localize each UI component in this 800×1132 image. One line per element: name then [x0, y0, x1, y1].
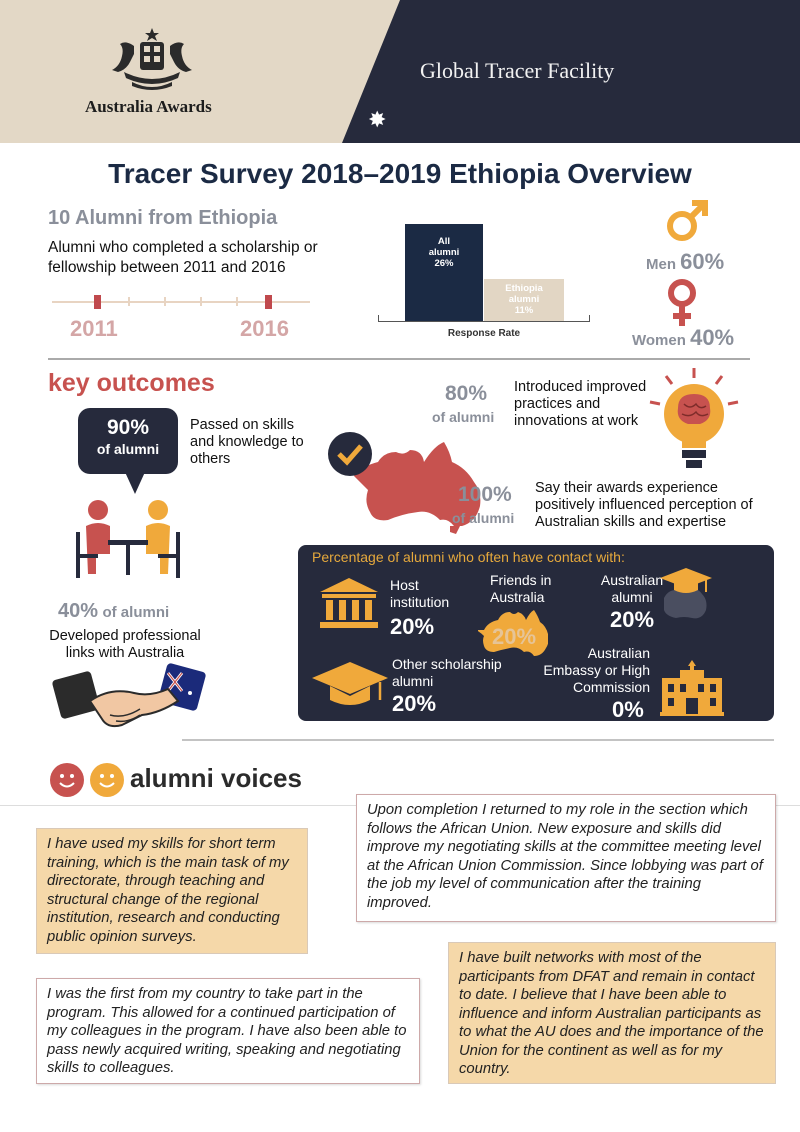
perception-text: Say their awards experience positively influenced perception of Australian skills and expertise [535, 480, 753, 530]
contact-percent-other-alumni: 20% [392, 691, 437, 716]
speech-bubble-tail [125, 472, 145, 494]
bar-label: alumni [428, 247, 460, 258]
bar-ethiopia-alumni [484, 279, 564, 322]
contact-label-friends: Friends in Australia [490, 572, 552, 605]
perception-of-alumni: of alumni [452, 510, 515, 526]
links-percent: 40% [58, 600, 99, 622]
women-stat [632, 325, 734, 351]
quote-box: Upon completion I returned to my role in the section which follows the African Union. New exposure and skills did improve my negotiating skills at the committee meeting level at the African Union Commission. Since lobbying was part of the job my level of communication after the training improved. [356, 794, 776, 922]
bar-value: 26% [434, 258, 454, 269]
alumni-count: 10 Alumni from Ethiopia [48, 207, 278, 229]
contact-percent-australian-alumni: 20% [610, 607, 655, 632]
quote-box: I have used my skills for short term training, which is the main task of my directorate, through teaching and structural change of the regional institution, research and conducting public opinion surveys. [36, 828, 308, 954]
men-percent: 60% [680, 249, 725, 274]
contact-label-embassy: Australian Embassy or High Commission [543, 645, 650, 695]
links-text: Developed professional links with Australia [49, 628, 201, 661]
passed-percent: 90% [106, 416, 150, 439]
lightbulb-brain-icon [648, 368, 740, 474]
passed-text: Passed on skills and knowledge to others [190, 417, 304, 467]
chart-axis-tick [589, 315, 590, 322]
women-label: Women [632, 332, 686, 349]
smiley-icon [90, 763, 124, 797]
chart-axis [378, 321, 590, 322]
institution-icon [320, 578, 378, 628]
improved-text: Introduced improved practices and innovations at work [514, 379, 647, 429]
contact-label-australian-alumni: Australian alumni [600, 572, 664, 605]
handshake-icon [50, 663, 206, 737]
alumni-description: Alumni who completed a scholarship or fellowship between 2011 and 2016 [48, 239, 318, 276]
speech-bubble [78, 408, 178, 474]
bar-label: alumni [508, 294, 540, 305]
female-symbol-icon [664, 278, 700, 328]
contact-percent-embassy: 0% [612, 697, 644, 722]
links-stat [58, 600, 169, 623]
bar-label: All [437, 236, 451, 247]
coat-of-arms-logo [104, 26, 200, 94]
contact-percent-friends: 20% [492, 624, 537, 649]
passed-of-alumni: of alumni [96, 441, 160, 457]
chart-axis-tick [378, 315, 379, 322]
people-meeting-icon [72, 496, 184, 582]
key-outcomes-heading: key outcomes [48, 369, 215, 397]
timeline-tick [128, 297, 130, 306]
brand-name: Australia Awards [85, 97, 212, 116]
improved-percent: 80% [445, 382, 488, 405]
graduation-cap-icon [312, 662, 388, 712]
alumni-voices-heading: alumni voices [130, 763, 302, 793]
star-icon: ✸ [368, 107, 387, 132]
women-percent: 40% [690, 325, 735, 350]
contact-title: Percentage of alumni who often have contact with: [312, 549, 625, 565]
male-symbol-icon [664, 198, 710, 244]
improved-of-alumni: of alumni [432, 409, 495, 425]
response-rate-label: Response Rate [447, 328, 521, 339]
timeline-start-year: 2011 [70, 316, 118, 341]
bar-value: 11% [514, 305, 534, 316]
quote-box: I have built networks with most of the participants from DFAT and remain in contact to date. I believe that I have been able to influence and inform Australian participants as to what the AU does and the importance of the Union for the continent as well as for my country. [448, 942, 776, 1084]
timeline-tick [164, 297, 166, 306]
contact-label-host: Host institution [390, 577, 450, 610]
quote-box: I was the first from my country to take part in the program. This allowed for a continued participation of my colleagues in the program. I have also been able to pass newly acquired writing, speaking and negotiating skills to colleagues. [36, 978, 420, 1084]
links-of-alumni: of alumni [102, 604, 170, 621]
page-title: Tracer Survey 2018–2019 Ethiopia Overview [108, 158, 692, 189]
perception-percent: 100% [458, 483, 512, 506]
bar-label: Ethiopia [505, 283, 543, 294]
embassy-icon [660, 660, 724, 716]
timeline-end-year: 2016 [240, 316, 289, 341]
timeline-end-marker [265, 295, 272, 309]
smiley-icon [50, 763, 84, 797]
timeline-tick [200, 297, 202, 306]
section-divider [182, 739, 774, 741]
men-stat [646, 249, 724, 275]
graduation-cap-icon [660, 568, 712, 624]
timeline-start-marker [94, 295, 101, 309]
facility-title: Global Tracer Facility [420, 58, 615, 83]
timeline-tick [236, 297, 238, 306]
section-divider [48, 358, 750, 360]
contact-percent-host: 20% [390, 614, 435, 639]
contact-label-other-alumni: Other scholarship alumni [392, 656, 502, 689]
men-label: Men [646, 256, 676, 273]
bar-all-alumni [405, 224, 483, 322]
